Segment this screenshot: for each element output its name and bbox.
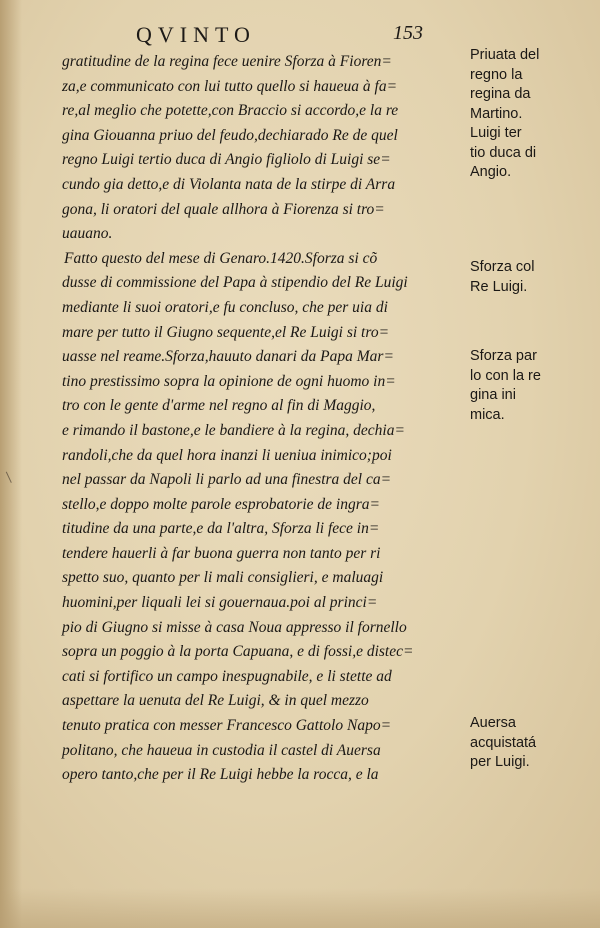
text-line: sopra un poggio à la porta Capuana, e di fossi,e distec= xyxy=(62,643,414,661)
margin-note-line: per Luigi. xyxy=(470,754,530,770)
page-header xyxy=(130,22,470,50)
margin-note-line: Sforza par xyxy=(470,348,537,364)
margin-note-line: regina da xyxy=(470,86,531,102)
text-line: za,e communicato con lui tutto quello si haueua à fa= xyxy=(62,77,398,95)
text-line: tro con le gente d'arme nel regno al fin di Maggio, xyxy=(62,397,376,415)
text-line: tenuto pratica con messer Francesco Gattolo Napo= xyxy=(62,717,392,735)
text-line: uauano. xyxy=(62,225,113,243)
text-line: Fatto questo del mese di Genaro.1420.Sforza si cõ xyxy=(64,249,378,267)
margin-note-line: Re Luigi. xyxy=(470,278,528,295)
page-number: 153 xyxy=(393,22,423,44)
text-line: gina Giouanna priuo del feudo,dechiarado Re de quel xyxy=(62,126,398,144)
text-line: huomini,per liquali lei si gouernaua.poi al princi= xyxy=(62,594,378,612)
text-line: stello,e doppo molte parole esprobatorie de ingra= xyxy=(62,495,380,513)
text-line: politano, che haueua in custodia il castel di Auersa xyxy=(62,741,381,759)
margin-note-line: regno la xyxy=(470,66,523,83)
text-line: gona, li oratori del quale allhora à Fiorenza si tro= xyxy=(62,200,385,218)
text-line: uasse nel reame.Sforza,hauuto danari da Papa Mar= xyxy=(62,348,394,366)
margin-note-line: Auersa xyxy=(470,715,516,731)
margin-note-line: Luigi ter xyxy=(470,125,522,141)
margin-note-line: Angio. xyxy=(470,164,512,180)
margin-note-line: acquistatá xyxy=(470,734,537,751)
margin-notes-column xyxy=(470,44,598,844)
text-line: tendere hauerli à far buona guerra non tanto per ri xyxy=(62,544,381,562)
page-gutter-shadow xyxy=(0,0,22,928)
text-line: randoli,che da quel hora inanzi li ueniua inimico;poi xyxy=(62,446,392,464)
margin-note-sforza-regina xyxy=(470,347,541,425)
margin-note-line: Priuata del xyxy=(470,47,540,63)
margin-note-regina xyxy=(470,46,539,183)
text-line: spetto suo, quanto per li mali consiglieri, e maluagi xyxy=(62,569,384,587)
text-line: cati si fortifico un campo inespugnabile, e li stette ad xyxy=(62,667,392,685)
text-line: mare per tutto il Giugno sequente,el Re Luigi si tro= xyxy=(62,323,390,341)
margin-note-line: tio duca di xyxy=(470,144,537,161)
text-line: opero tanto,che per il Re Luigi hebbe la rocca, e la xyxy=(62,766,379,784)
text-line: pio di Giugno si misse à casa Noua appresso il fornello xyxy=(62,618,407,636)
text-line: mediante li suoi oratori,e fu concluso, che per uia di xyxy=(62,298,388,316)
margin-note-line: Martino. xyxy=(470,105,523,122)
running-head: QVINTO xyxy=(136,22,256,47)
text-line: dusse di commissione del Papa à stipendio del Re Luigi xyxy=(62,274,408,292)
main-text-block xyxy=(62,50,462,788)
text-line: nel passar da Napoli li parlo ad una finestra del ca= xyxy=(62,471,392,489)
margin-note-auersa xyxy=(470,714,536,773)
margin-note-line: mica. xyxy=(470,406,505,423)
page-bottom-shadow xyxy=(0,888,600,928)
text-line: titudine da una parte,e da l'altra, Sforza li fece in= xyxy=(62,520,380,538)
text-line: tino prestissimo sopra la opinione de ogni huomo in= xyxy=(62,372,396,390)
margin-note-sforza-luigi xyxy=(470,258,534,297)
text-line: aspettare la uenuta del Re Luigi, & in quel mezzo xyxy=(62,692,369,710)
text-line: regno Luigi tertio duca di Angio figliolo di Luigi se= xyxy=(62,151,391,169)
text-line: e rimando il bastone,e le bandiere à la regina, dechia= xyxy=(62,421,405,439)
text-line: cundo gia detto,e di Violanta nata de la stirpe di Arra xyxy=(62,175,396,193)
margin-note-line: Sforza col xyxy=(470,259,535,275)
margin-note-line: lo con la re xyxy=(470,367,541,384)
text-line: re,al meglio che potette,con Braccio si accordo,e la re xyxy=(62,102,399,120)
text-line: gratitudine de la regina fece uenire Sforza à Fioren= xyxy=(62,53,392,70)
margin-note-line: gina ini xyxy=(470,387,516,403)
